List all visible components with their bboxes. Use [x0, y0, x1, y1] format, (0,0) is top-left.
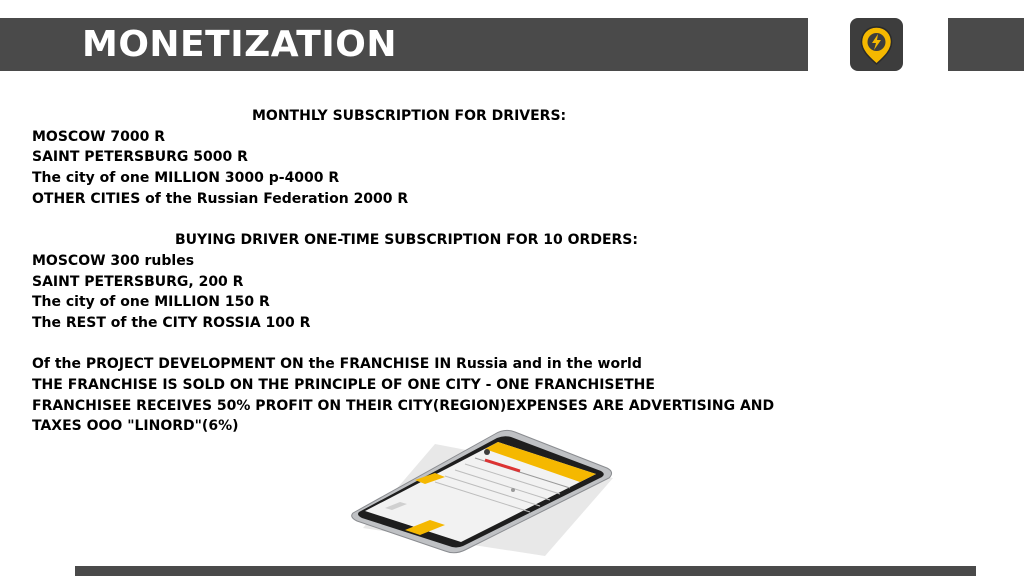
onetime-price-item: The REST of the CITY ROSSIA 100 R — [32, 314, 311, 331]
onetime-price-item: The city of one MILLION 150 R — [32, 294, 270, 311]
onetime-price-item: MOSCOW 300 rubles — [32, 252, 195, 269]
onetime-subscription-heading: BUYING DRIVER ONE-TIME SUBSCRIPTION FOR 10 ORDERS: — [175, 232, 638, 249]
spacer — [32, 334, 832, 355]
onetime-price-item: SAINT PETERSBURG, 200 R — [32, 273, 244, 290]
monetization-content — [32, 106, 832, 437]
monthly-price-item: The city of one MILLION 3000 p-4000 R — [32, 170, 340, 187]
app-logo — [850, 18, 903, 71]
monthly-price-item: OTHER CITIES of the Russian Federation 2000 R — [32, 190, 409, 207]
monthly-subscription-heading: MONTHLY SUBSCRIPTION FOR DRIVERS: — [252, 108, 567, 124]
franchise-text-line: THE FRANCHISE IS SOLD ON THE PRINCIPLE OF ONE CITY - ONE FRANCHISETHE — [32, 376, 655, 393]
monthly-price-item: MOSCOW 7000 R — [32, 128, 166, 145]
smartphone-icon — [345, 418, 620, 558]
header-side-block — [948, 18, 1024, 71]
smartphone-mockup — [345, 418, 620, 558]
monthly-price-item: SAINT PETERSBURG 5000 R — [32, 149, 248, 166]
franchise-text-line: TAXES OOO "LINORD"(6%) — [32, 418, 239, 435]
location-pin-lightning-icon — [850, 18, 903, 71]
franchise-text-line: FRANCHISEE RECEIVES 50% PROFIT ON THEIR CITY(REGION)EXPENSES ARE ADVERTISING AND — [32, 397, 775, 414]
footer-bar — [75, 566, 976, 576]
page-title: MONETIZATION — [82, 24, 397, 65]
spacer — [32, 209, 832, 230]
franchise-text-line: Of the PROJECT DEVELOPMENT ON the FRANCHISE IN Russia and in the world — [32, 356, 642, 373]
